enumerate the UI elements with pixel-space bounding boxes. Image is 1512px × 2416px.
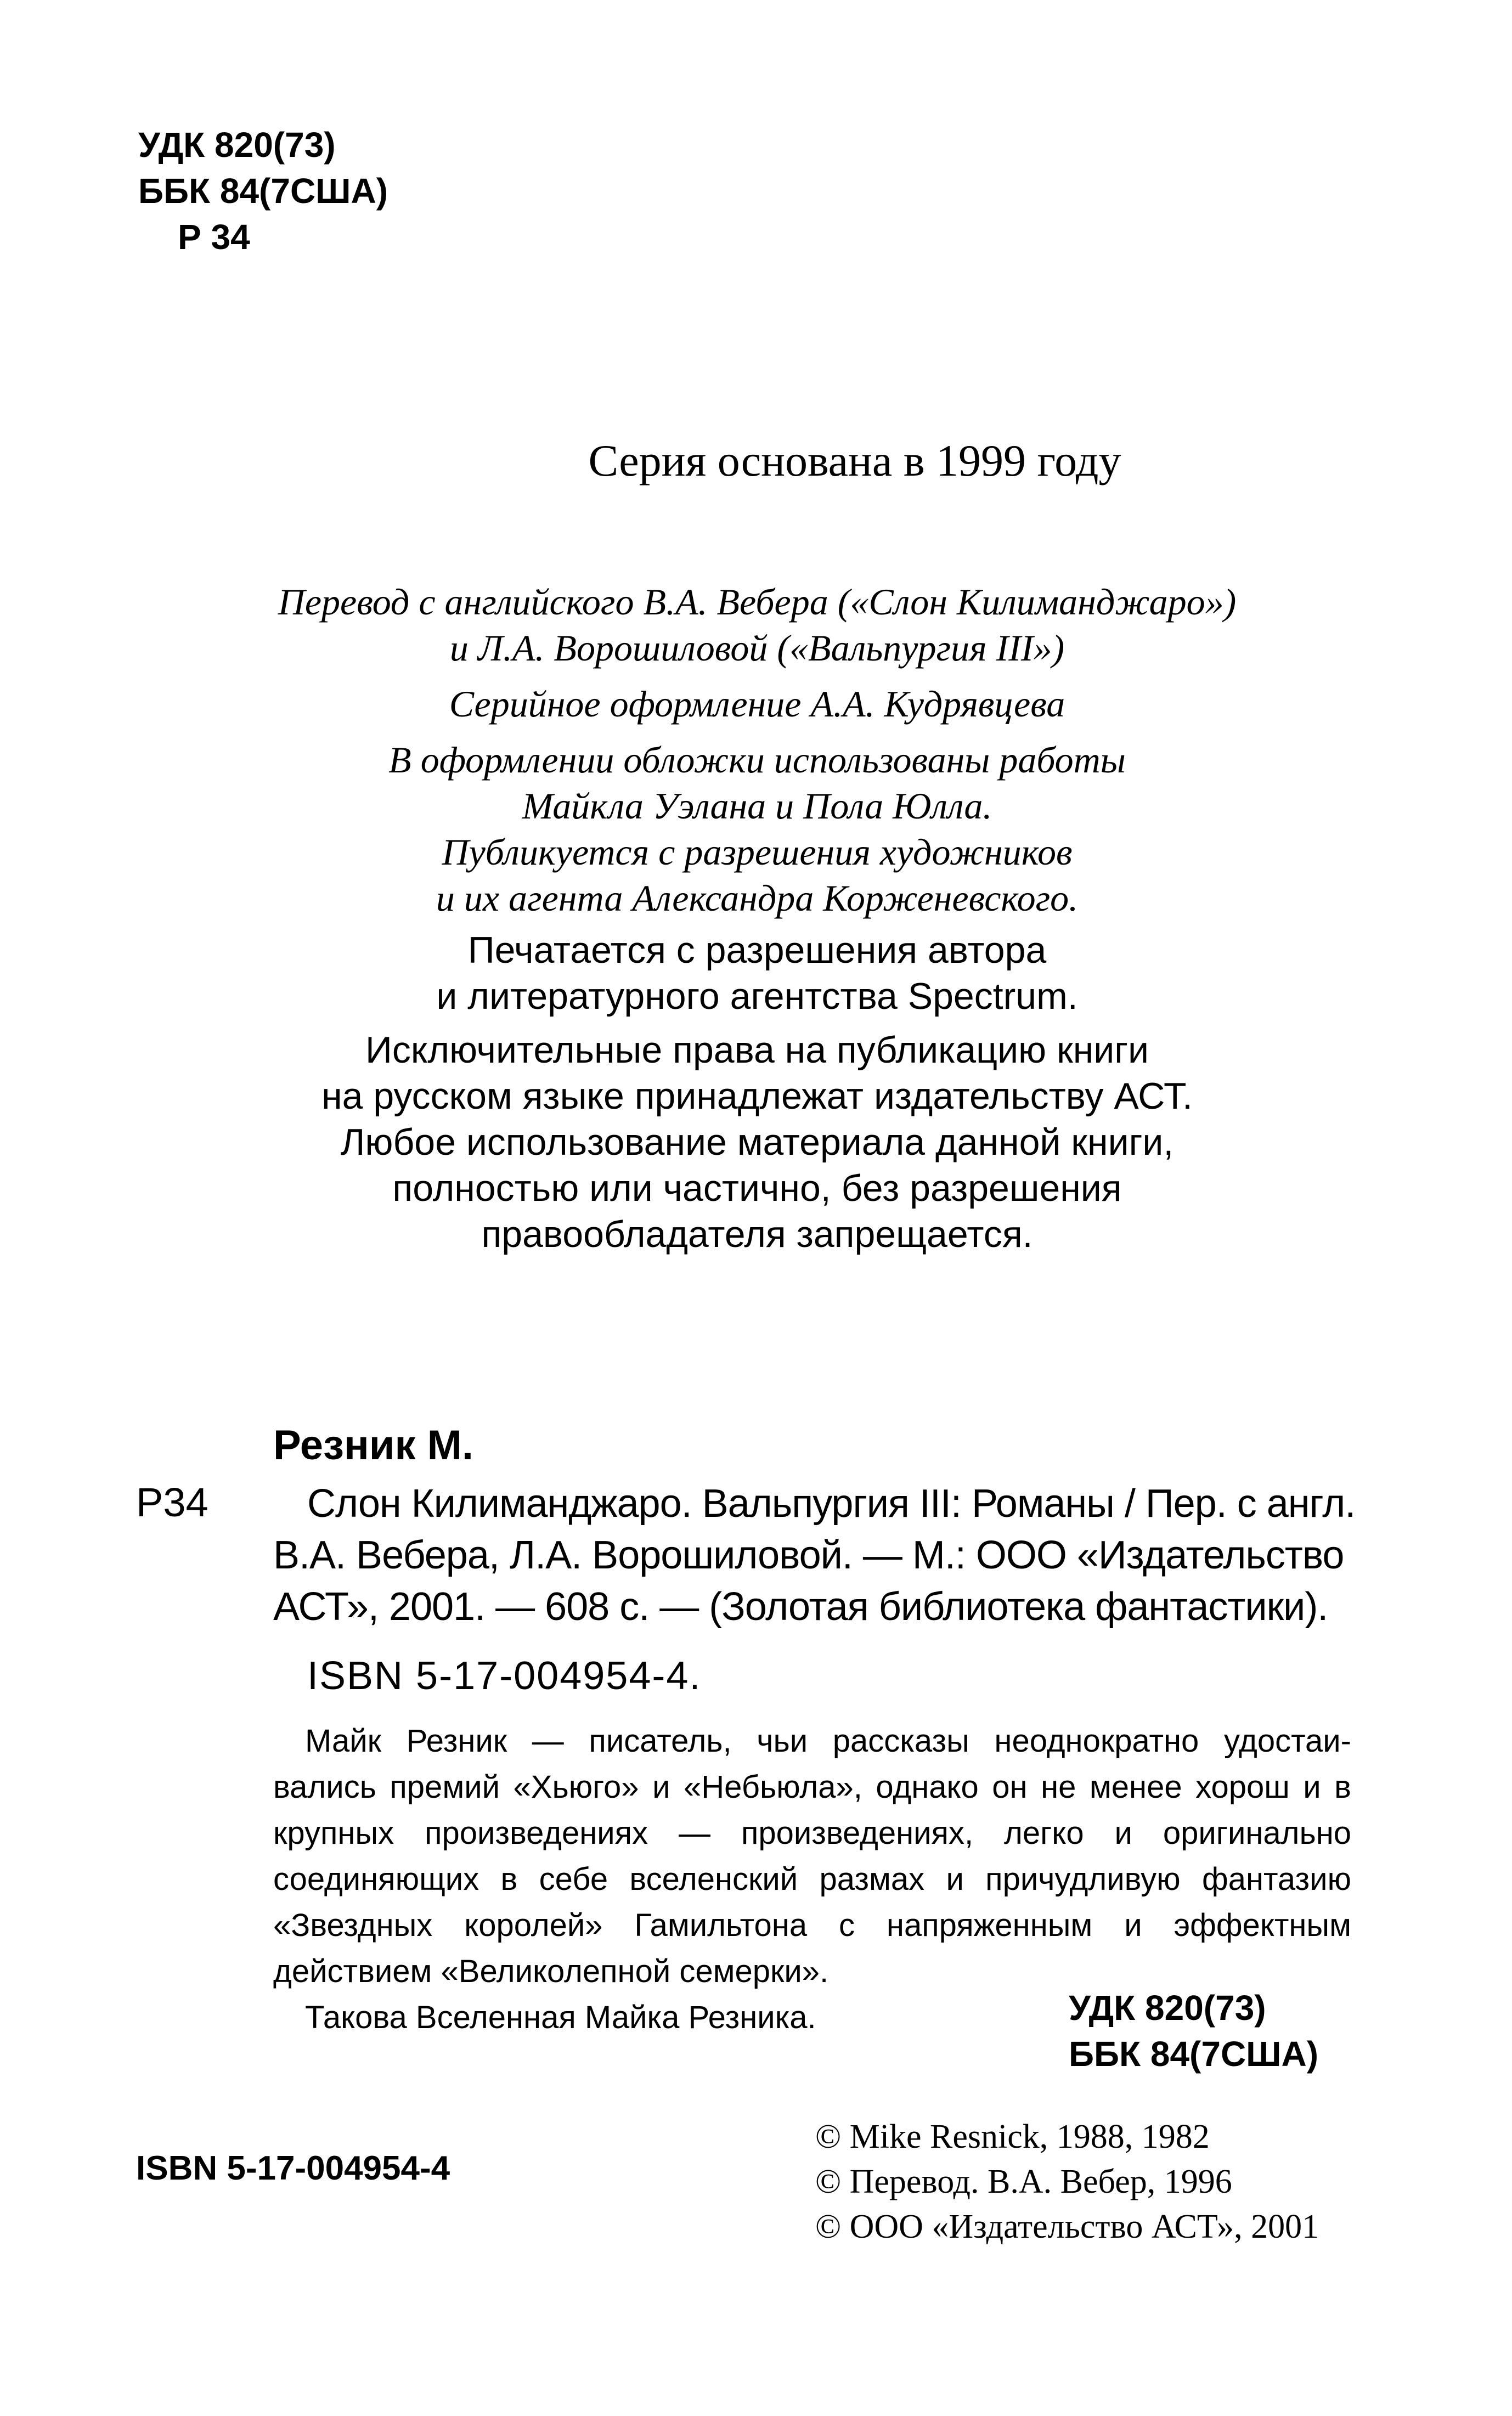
copyright-block [815,2114,1319,2249]
permission-line: и литературного агентства Spectrum. [436,975,1078,1017]
biblio-line: АСТ», 2001. — 608 с. — (Золотая библиотека фантастики). [273,1585,1328,1629]
bbk-code: ББК 84(7США) [138,171,388,211]
design-credit [165,681,1350,727]
rights-line: полностью или частично, без разрешения [392,1167,1122,1209]
isbn-entry [307,1651,701,1701]
cover-credit [165,737,1350,921]
cover-line: Публикуется с разрешения художников [442,831,1073,873]
annotation-line: вались премий «Хьюго» и «Небьюла», однако он не менее хорош и в [273,1769,1351,1805]
series-note-text: Серия основана в 1999 году [588,436,1121,486]
bibliographic-description [273,1478,1356,1633]
cover-line: Майкла Уэлана и Пола Юлла. [522,785,992,827]
udk-code: УДК 820(73) [1069,1988,1266,2028]
copyright-line: © Mike Resnick, 1988, 1982 [815,2118,1210,2155]
permission-line: Печатается с разрешения автора [467,929,1047,971]
isbn-bottom [136,2146,450,2191]
classification-bottom [1069,1985,1318,2077]
author-mark: Р 34 [178,217,250,257]
bbk-code: ББК 84(7США) [1069,2034,1318,2074]
translation-credit [165,579,1350,671]
translation-line: и Л.А. Ворошиловой («Вальпургия III») [449,627,1065,669]
rights-line: на русском языке принадлежат издательству АСТ. [321,1075,1193,1117]
copyright-line: © Перевод. В.А. Вебер, 1996 [815,2163,1232,2200]
cover-line: и их агента Александра Корженевского. [436,877,1079,919]
rights-line: Исключительные права на публикацию книги [365,1029,1149,1071]
annotation-line: «Звездных королей» Гамильтона с напряженным и эффектным [273,1907,1351,1943]
bibliographic-author [273,1421,473,1470]
classification-top [138,122,388,260]
annotation-line: действием «Великолепной семерки». [273,1954,829,1989]
rights-block [165,927,1350,1265]
annotation-line: Майк Резник — писатель, чьи рассказы неоднократно удостаи- [305,1723,1351,1759]
author-mark-code: Р34 [136,1480,208,1525]
biblio-line: В.А. Вебера, Л.А. Ворошиловой. — М.: ООО «Издательство [273,1533,1344,1577]
rights-line: правообладателя запрещается. [481,1213,1033,1255]
annotation-line: соединяющих в себе вселенский размах и причудливую фантазию [273,1861,1351,1897]
rights-line: Любое использование материала данной книги, [340,1121,1174,1163]
udk-code: УДК 820(73) [138,125,336,165]
credits-block [165,579,1350,931]
copyright-line: © ООО «Издательство АСТ», 2001 [815,2208,1319,2245]
annotation-line: Такова Вселенная Майка Резника. [305,2000,816,2035]
translation-line: Перевод с английского В.А. Вебера («Слон Килиманджаро») [278,581,1237,623]
permission-note [165,927,1350,1019]
annotation-line: крупных произведениях — произведениях, легко и оригинально [273,1815,1351,1851]
bibliographic-code [136,1478,208,1527]
design-line: Серийное оформление А.А. Кудрявцева [449,683,1065,725]
isbn-bottom-text: ISBN 5-17-004954-4 [136,2149,450,2187]
isbn-text: ISBN 5-17-004954-4. [307,1654,702,1698]
exclusive-rights-note [165,1027,1350,1257]
series-note [0,433,1512,488]
author-name: Резник М. [273,1422,474,1469]
cover-line: В оформлении обложки использованы работы [388,739,1126,781]
biblio-line: Слон Килиманджаро. Вальпургия III: Романы / Пер. с англ. [307,1482,1356,1526]
